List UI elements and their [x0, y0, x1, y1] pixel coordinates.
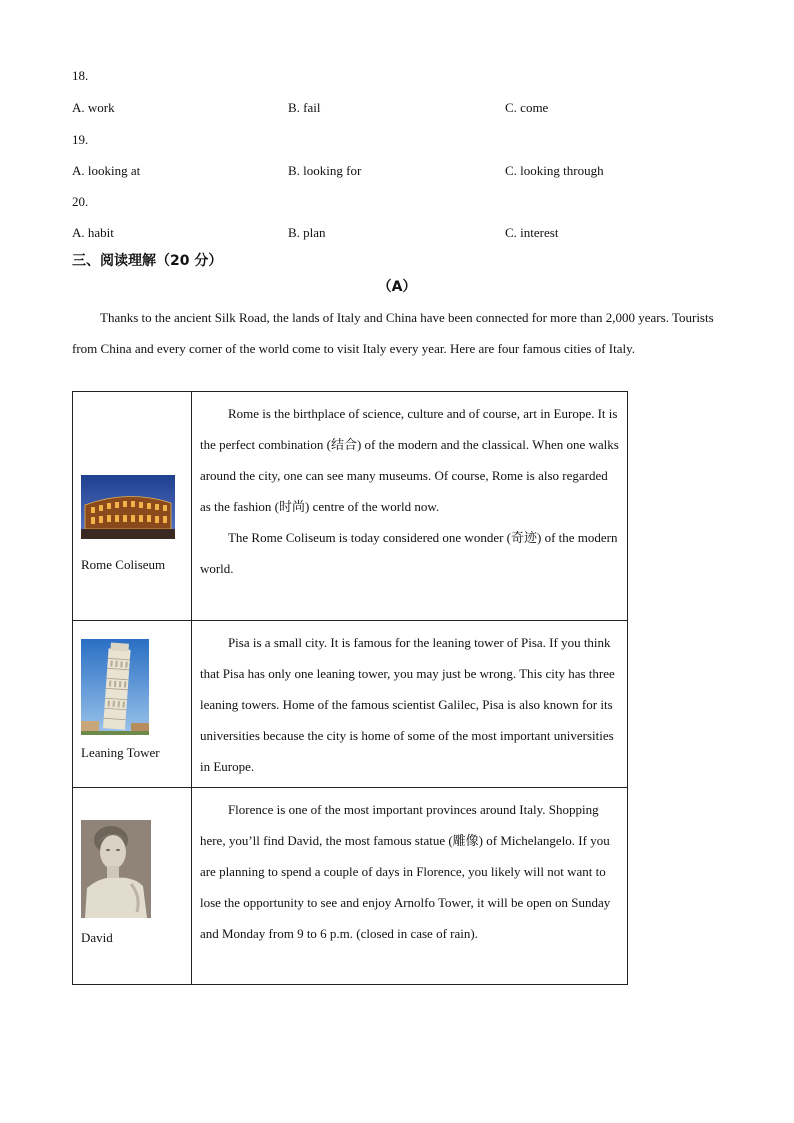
option-18-b[interactable]: B. fail — [288, 100, 321, 115]
caption-rome-coliseum: Rome Coliseum — [81, 557, 166, 572]
cities-table — [72, 391, 628, 985]
leaning-tower-photo — [81, 639, 149, 735]
passage-label: （A） — [377, 279, 417, 295]
section-title: 三、阅读理解（20 分） — [72, 253, 223, 269]
option-20-c[interactable]: C. interest — [505, 225, 559, 240]
table-row — [73, 392, 628, 621]
coliseum-photo — [81, 475, 175, 539]
question-number-18: 18. — [72, 68, 89, 83]
text-cell — [191, 621, 627, 788]
florence-paragraph: Florence is one of the most important provinces around Italy. Shopping here, you’ll find David, the most famous statue (雕像) of Michelangelo. If you are planning to spend a couple of days in Florence, you likely will not want to lose the opportunity to see and enjoy Arnolfo Tower, it will be open on Sunday and Monday from 9 to 6 p.m. (closed in case of rain). — [199, 802, 611, 941]
question-number-20: 20. — [72, 194, 89, 209]
intro-paragraph: Thanks to the ancient Silk Road, the lands of Italy and China have been connected for more than 2,000 years. Tourists from China and every corner of the world come to visit Italy every year. Here are four famous cities of Italy. — [72, 310, 714, 356]
image-cell — [73, 392, 192, 621]
table-row — [73, 621, 628, 788]
option-19-a[interactable]: A. looking at — [72, 163, 141, 178]
caption-david: David — [81, 930, 113, 945]
text-cell — [191, 392, 627, 621]
image-cell — [73, 788, 192, 985]
image-cell — [73, 621, 192, 788]
pisa-paragraph: Pisa is a small city. It is famous for the leaning tower of Pisa. If you think that Pisa has only one leaning tower, you may just be wrong. This city has three leaning towers. Home of the famous scientist Galilec, Pisa is also known for its universities because the city is home of some of the most important universities in Europe. — [199, 635, 615, 774]
caption-leaning-tower: Leaning Tower — [81, 745, 160, 760]
option-19-b[interactable]: B. looking for — [288, 163, 362, 178]
rome-paragraph-1: Rome is the birthplace of science, culture and of course, art in Europe. It is the perfect combination (结合) of the modern and the classical. When one walks around the city, one can see many museums. Of course, Rome is also regarded as the fashion (时尚) centre of the world now. — [199, 406, 619, 514]
rome-paragraph-2: The Rome Coliseum is today considered one wonder (奇迹) of the modern world. — [199, 530, 618, 576]
question-number-19: 19. — [72, 132, 89, 147]
option-19-c[interactable]: C. looking through — [505, 163, 604, 178]
option-20-b[interactable]: B. plan — [288, 225, 326, 240]
table-row — [73, 788, 628, 985]
text-cell — [191, 788, 627, 985]
option-20-a[interactable]: A. habit — [72, 225, 114, 240]
option-18-c[interactable]: C. come — [505, 100, 549, 115]
option-18-a[interactable]: A. work — [72, 100, 115, 115]
david-statue-photo — [81, 820, 151, 918]
